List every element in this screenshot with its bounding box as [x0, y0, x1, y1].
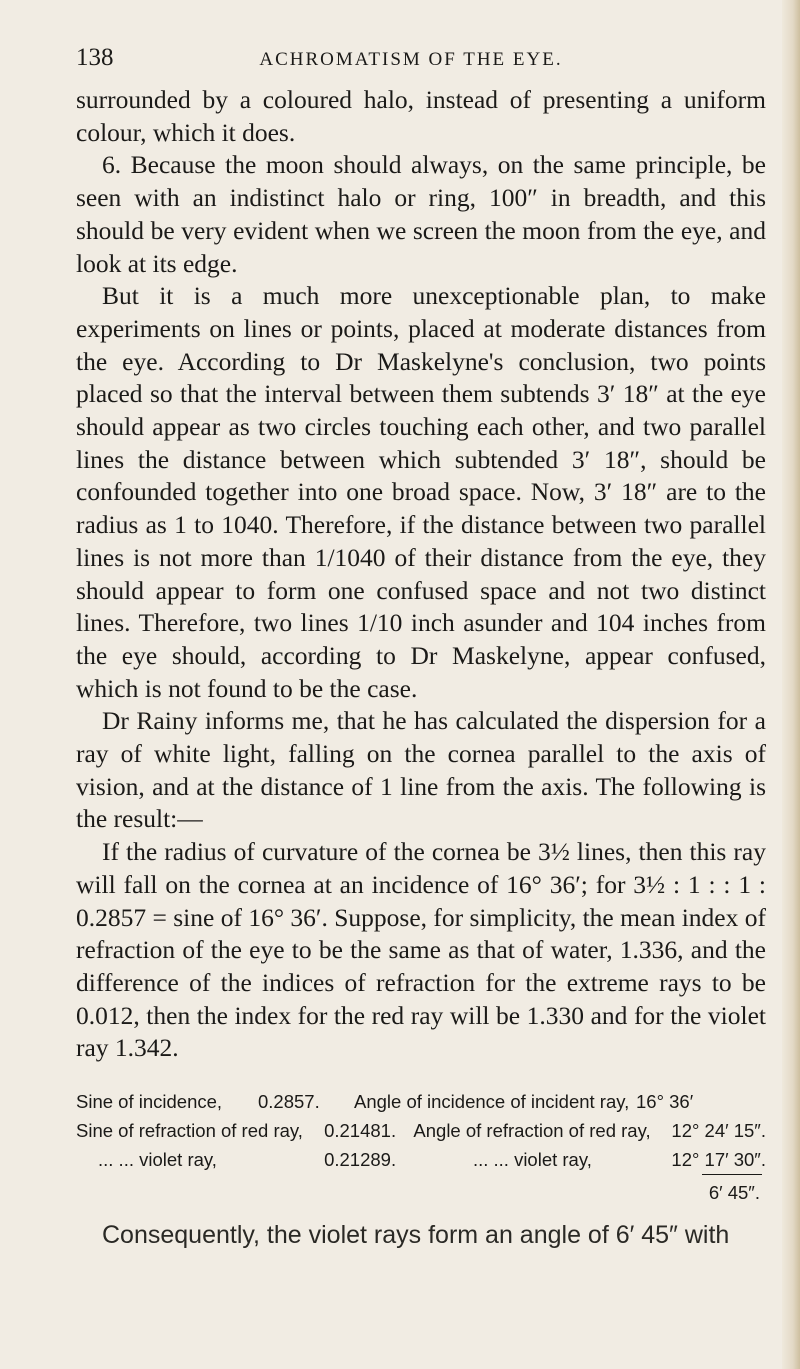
angle-difference: 6′ 45″. — [76, 1178, 766, 1207]
calc-cell: 0.21289. — [324, 1149, 397, 1171]
calc-cell: Angle of refraction of red ray, — [413, 1120, 651, 1142]
calc-row — [76, 1145, 766, 1174]
paragraph-5: If the radius of curvature of the cornea be 3½ lines, then this ray will fall on the cornea at an incidence of 16° 36′; for 3½ : 1 : : 1 : 0.2857 = sine of 16° 36′. Suppose, for simplicity, the mean index of refraction of the eye to be the same as that of water, 1.336, and the difference of the indices of refraction for the extreme rays to be 0.012, then the index for the red ray will be 1.330 and for the violet ray 1.342. — [76, 837, 766, 1063]
calc-row — [76, 1116, 766, 1145]
page-number: 138 — [76, 44, 114, 71]
calc-cell: Sine of incidence, — [76, 1091, 223, 1113]
calc-cell: Angle of incidence of incident ray, — [354, 1091, 630, 1113]
calculation-table — [76, 1087, 766, 1207]
calc-cell: 0.21481. — [324, 1120, 397, 1142]
calc-row — [76, 1087, 766, 1116]
paragraph-1: surrounded by a coloured halo, instead of presenting a uniform colour, which it does. — [76, 85, 766, 147]
closing-line: Consequently, the violet rays form an angle of 6′ 45″ with — [102, 1221, 730, 1250]
body-text — [76, 84, 766, 1065]
calc-cell: ... ... violet ray, — [472, 1149, 592, 1171]
calc-cell: 16° 36′ — [636, 1091, 694, 1113]
paragraph-2: 6. Because the moon should always, on the same principle, be seen with an indistinct halo or ring, 100″ in breadth, and this should be very evident when we screen the moon from the eye, and look at its edge. — [76, 150, 766, 278]
calc-cell: 12° 24′ 15″. — [671, 1120, 766, 1142]
page-header — [76, 44, 766, 84]
calc-cell: ... ... violet ray, — [98, 1149, 217, 1171]
paragraph-3: But it is a much more unexceptionable plan, to make experiments on lines or points, placed at moderate distances from the eye. According to Dr Maskelyne's conclusion, two points placed so that the interval between them subtends 3′ 18″ at the eye should appear as two circles touching each other, and two parallel lines the distance between which subtended 3′ 18″, should be confounded together into one broad space. Now, 3′ 18″ are to the radius as 1 to 1040. Therefore, if the distance between two parallel lines is not more than 1/1040 of their distance from the eye, they should appear to form one confused space and not two distinct lines. Therefore, two lines 1/10 inch asunder and 104 inches from the eye should, according to Dr Maskelyne, appear confused, which is not found to be the case. — [76, 281, 766, 703]
running-head: ACHROMATISM OF THE EYE. — [259, 49, 563, 70]
calc-cell: 0.2857. — [258, 1091, 320, 1113]
paragraph-4: Dr Rainy informs me, that he has calculated the dispersion for a ray of white light, falling on the cornea parallel to the axis of vision, and at the distance of 1 line from the axis. The following is the result:— — [76, 706, 766, 834]
book-page — [76, 44, 766, 1275]
page-edge-shadow — [782, 0, 800, 1369]
calc-cell: 12° 17′ 30″. — [671, 1149, 766, 1171]
calc-cell: Sine of refraction of red ray, — [76, 1120, 303, 1142]
